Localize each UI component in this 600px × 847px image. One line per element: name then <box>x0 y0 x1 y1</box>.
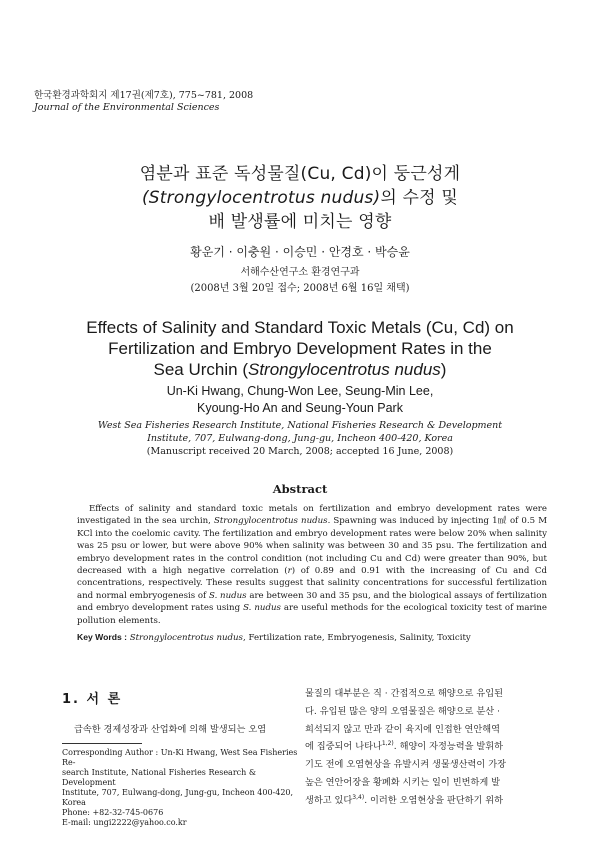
body-text: 에 집중되어 나타나 <box>305 741 382 753</box>
affiliation-en-line1: West Sea Fisheries Research Institute, National Fisheries Research & Development <box>97 420 503 431</box>
abstract-text-5: are useful methods for the ecological toxicity test of marine pollution elements. <box>77 603 547 626</box>
footnote-line: search Institute, National Fisheries Research & Development <box>62 768 256 787</box>
title-en-line2: Fertilization and Embryo Development Rates in the <box>108 339 492 358</box>
footnote-email: E-mail: ungi2222@yahoo.co.kr <box>62 818 187 827</box>
section-heading-introduction: 1. 서 론 <box>62 692 123 707</box>
footnote-line: Institute, 707, Eulwang-dong, Jung-gu, Incheon 400-420, Korea <box>62 788 294 807</box>
citation-ref: 3,4) <box>352 793 365 801</box>
citation-ref: 1,2) <box>381 740 394 748</box>
abstract-paragraph <box>77 503 547 627</box>
title-korean <box>0 162 600 234</box>
body-line <box>305 738 547 756</box>
body-text: . 해양이 자정능력을 발휘하 <box>393 741 504 753</box>
keywords-species: Strongylocentrotus nudus <box>129 633 243 643</box>
body-line: 희석되지 않고 만과 같이 육지에 인접한 연안해역 <box>305 723 501 735</box>
abstract-correlation-symbol: r <box>287 566 292 577</box>
authors-en-line2: Kyoung-Ho An and Seung-Youn Park <box>197 401 403 415</box>
right-column <box>305 685 547 810</box>
body-line <box>305 792 547 810</box>
authors-english <box>0 383 600 417</box>
abstract-species-2: S. nudus <box>209 590 247 601</box>
authors-korean: 황운기 · 이충원 · 이승민 · 안경호 · 박승윤 <box>190 245 410 259</box>
body-line: 높은 연안어장을 황폐화 시키는 일이 빈번하게 발 <box>305 776 501 788</box>
journal-citation-ko: 한국환경과학회지 제17권(제7호), 775~781, 2008 <box>34 90 254 101</box>
abstract-text-4: are between 30 and 35 psu, and the biological assays of fertilization and embryo development rates using <box>77 590 547 614</box>
title-en-line3-post: ) <box>440 360 447 379</box>
left-column <box>62 688 307 735</box>
title-en-line3 <box>0 359 600 380</box>
body-line: 다. 유입된 많은 양의 오염물질은 해양으로 분산 · <box>305 705 500 717</box>
footnote-line: Corresponding Author : Un-Ki Hwang, West Sea Fisheries Re- <box>62 748 298 767</box>
body-text: . 이러한 오염현상을 판단하기 위하 <box>364 794 504 806</box>
title-en-species: Strongylocentrotus nudus <box>248 360 441 379</box>
abstract-text-1: Effects of salinity and standard toxic metals on fertilization and embryo development rates were investigated in the sea urchin, <box>77 504 547 527</box>
title-ko-line1: 염분과 표준 독성물질(Cu, Cd)이 둥근성게 <box>139 164 461 184</box>
keywords-list: , Fertilization rate, Embryogenesis, Salinity, Toxicity <box>242 633 471 643</box>
body-line: 기도 전에 오염현상을 유발시켜 생물생산력이 가장 <box>305 759 506 771</box>
body-text: 생하고 있다 <box>305 794 353 806</box>
abstract-text-3: ) of 0.89 and 0.91 with the increasing of Cu and Cd concentrations, respectively. These results suggest that salinity concentrations for successful fertilization and normal embryogenesis of <box>77 566 547 601</box>
journal-name-en: Journal of the Environmental Sciences <box>34 102 220 113</box>
body-line: 물질의 대부분은 직 · 간접적으로 해양으로 유입된 <box>305 688 503 699</box>
journal-header <box>34 90 253 114</box>
introduction-text-left: 급속한 경제성장과 산업화에 의해 발생되는 오염 <box>74 724 267 735</box>
keywords <box>77 632 557 643</box>
affiliation-korean: 서해수산연구소 환경연구과 <box>240 267 360 278</box>
title-ko-line3: 배 발생률에 미치는 영향 <box>208 212 392 232</box>
footnote-phone: Phone: +82-32-745-0676 <box>62 808 164 817</box>
received-date-korean: (2008년 3월 20일 접수; 2008년 6월 16일 채택) <box>190 283 410 294</box>
abstract-species-1: Strongylocentrotus nudus <box>213 516 328 527</box>
abstract-species-3: S. nudus <box>243 603 281 614</box>
title-english <box>0 317 600 380</box>
affiliation-english <box>0 419 600 445</box>
title-ko-species: (Strongylocentrotus nudus) <box>141 188 381 208</box>
abstract-body <box>77 503 547 627</box>
abstract-text-2: . Spawning was induced by injecting 1㎖ of 0.5 M KCl into the coelomic cavity. The fertilization and embryo development rates were below 20% when salinity was 25 psu or lower, but were above 90% when salinity was between 30 and 35 psu. The fertilization and embryo development rates in the control condition (not including Cu and Cd) were greater than 90%, but decreased with a high negative correlation ( <box>77 516 547 577</box>
abstract-heading: Abstract <box>272 482 328 496</box>
title-ko-line2 <box>0 186 600 210</box>
corresponding-author-footnote <box>62 748 302 828</box>
title-en-line1: Effects of Salinity and Standard Toxic Metals (Cu, Cd) on <box>86 318 514 337</box>
affiliation-en-line2: Institute, 707, Eulwang-dong, Jung-gu, Incheon 400-420, Korea <box>147 433 453 444</box>
keywords-label: Key Words : <box>77 632 127 642</box>
footnote-divider <box>62 743 142 744</box>
title-ko-line2-rest: 의 수정 및 <box>380 188 459 208</box>
received-date-english: (Manuscript received 20 March, 2008; accepted 16 June, 2008) <box>146 446 454 457</box>
title-en-line3-pre: Sea Urchin ( <box>153 360 248 379</box>
authors-en-line1: Un-Ki Hwang, Chung-Won Lee, Seung-Min Lee, <box>166 384 434 398</box>
